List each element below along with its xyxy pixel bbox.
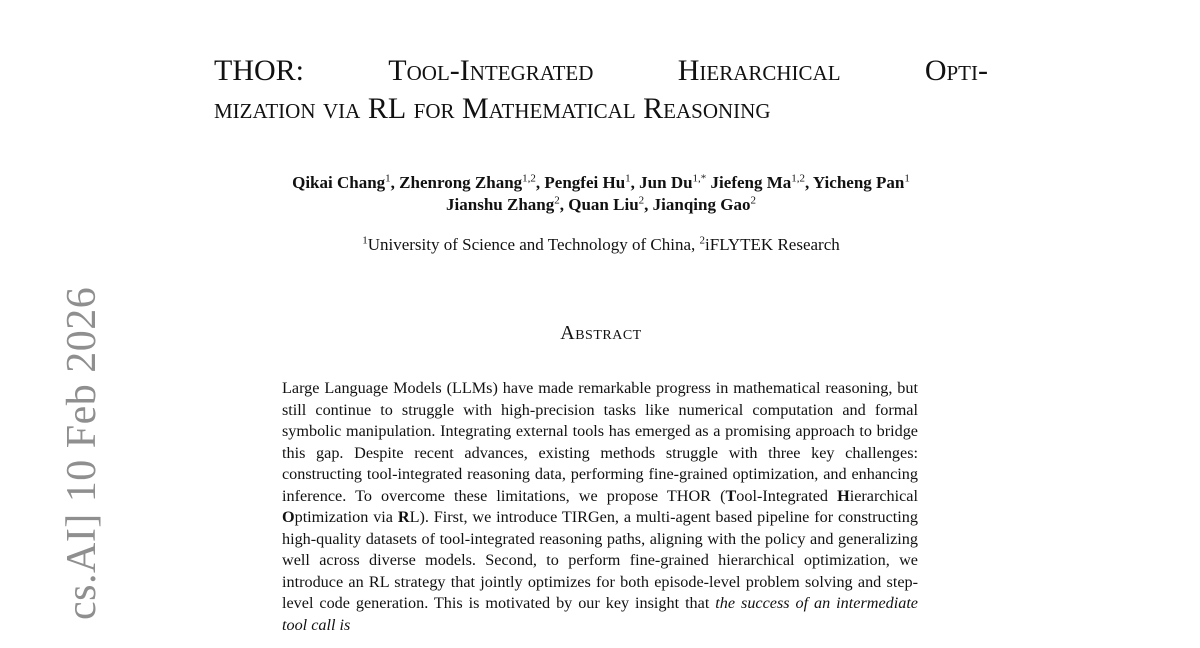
author: Jianshu Zhang$^2$,: [446, 194, 569, 214]
affiliation: University of Science and Technology of China: [367, 235, 692, 254]
title-segment: Tool-Integrated Hierarchical Opti-: [388, 54, 988, 87]
affiliation: iFLYTEK Research: [705, 235, 840, 254]
arxiv-identifier-stamp: cs.AI] 10 Feb 2026: [59, 286, 105, 620]
title-segment: for Mathematical Reasoning: [406, 92, 771, 125]
abstract-body: Large Language Models (LLMs) have made remarkable progress in mathematical reasoning, but still continue to struggle with high-precision tasks like numerical computation and formal symbolic manipulation. Integrating external tools has emerged as a promising approach to bridge this gap. Despite recent advances, existing methods struggle with three key challenges: constructing tool-integrated reasoning data, performing fine-grained optimization, and enhancing inference. To overcome these limitations, we propose THOR (Tool-Integrated Hierarchical Optimization via RL). First, we introduce TIRGen, a multi-agent based pipeline for constructing high-quality datasets of tool-integrated reasoning paths, aligning with the policy and generalizing well across diverse models. Second, to perform fine-grained hierarchical optimization, we introduce an RL strategy that jointly optimizes for both episode-level problem solving and step-level code generation. This is motivated by our key insight that the success of an intermediate tool call is: [282, 379, 918, 634]
author: Yicheng Pan$^1$: [812, 172, 910, 192]
title-thor: THOR:: [214, 54, 389, 87]
author: Jianqing Gao$^2$: [652, 194, 756, 214]
author-list: [214, 172, 988, 216]
title-rl: RL: [367, 92, 407, 125]
author: Jun $Du^{1,*}$: [639, 172, 707, 192]
affiliations: $^1$University of Science and Technology of China, $^2$iFLYTEK Research: [362, 234, 840, 254]
author: Quan Liu$^2$,: [568, 194, 653, 214]
paper-title: [214, 52, 988, 128]
author: Qikai Chang$^1$,: [292, 172, 400, 192]
author: Pengfei Hu$^1$,: [544, 172, 640, 192]
title-segment: mization via: [214, 92, 368, 125]
author: Zhenrong Zhang$^{1,2}$,: [399, 172, 545, 192]
author: Jiefeng Ma$^{1,2}$,: [710, 172, 813, 192]
abstract-heading: Abstract: [560, 322, 642, 344]
